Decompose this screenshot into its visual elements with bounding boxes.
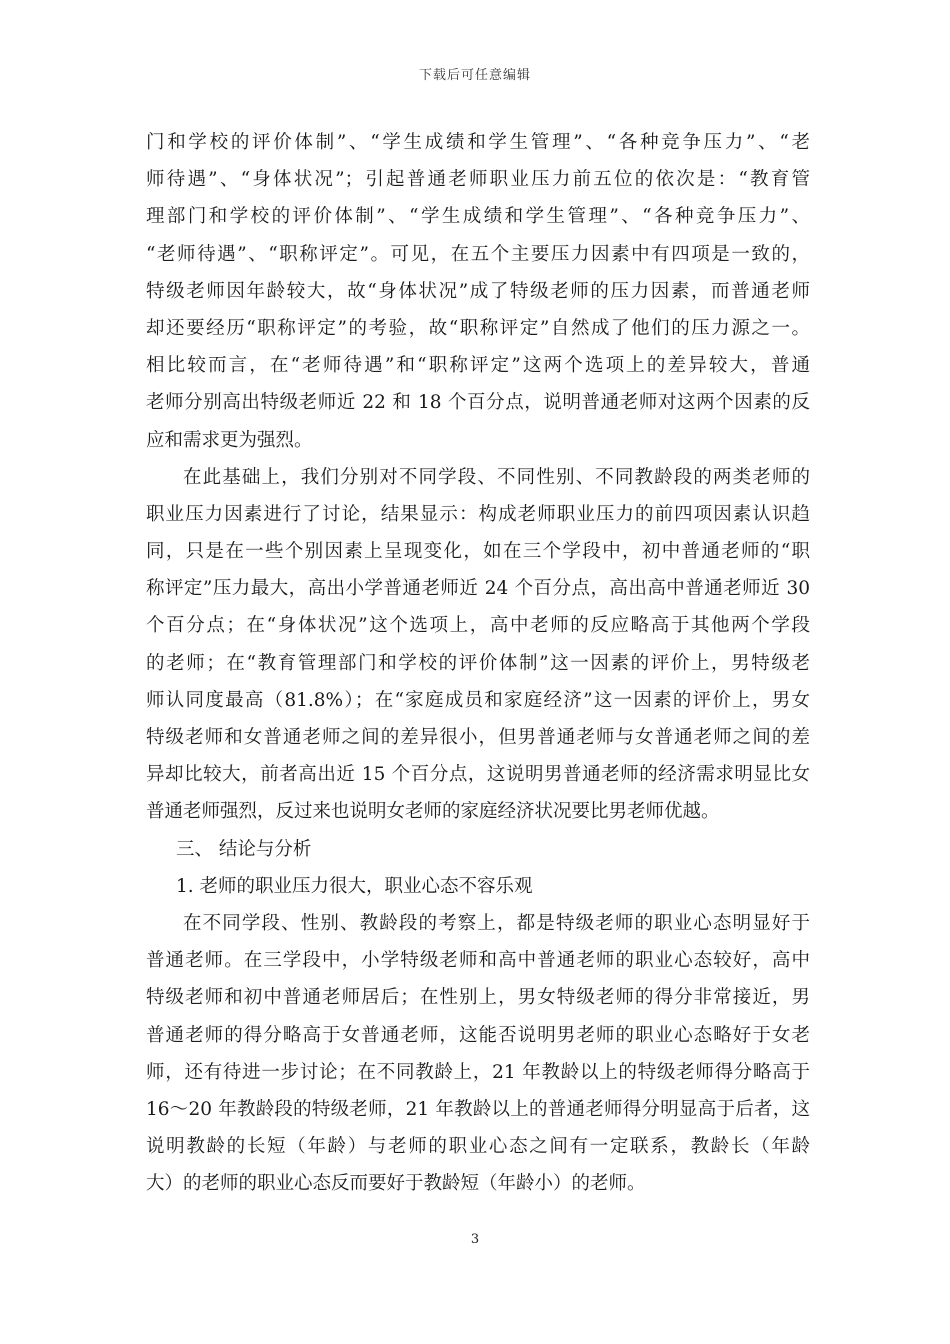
text-line: 却还要经历“职称评定”的考验，故“职称评定”自然成了他们的压力源之一。: [146, 317, 810, 339]
text-line: 异却比较大，前者高出近 15 个百分点，这说明男普通老师的经济需求明显比女: [146, 764, 810, 786]
text-line: 特级老师和女普通老师之间的差异很小，但男普通老师与女普通老师之间的差: [146, 727, 810, 748]
subsection-heading: 1. 老师的职业压力很大，职业心态不容乐观: [176, 875, 533, 897]
text-line: 同，只是在一些个别因素上呈现变化，如在三个学段中，初中普通老师的“职: [146, 541, 810, 563]
text-line: 师待遇”、“身体状况”；引起普通老师职业压力前五位的依次是：“教育管: [146, 169, 810, 191]
text-line: 理部门和学校的评价体制”、“学生成绩和学生管理”、“各种竞争压力”、: [146, 206, 810, 228]
text-line: 普通老师的得分略高于女普通老师，这能否说明男老师的职业心态略好于女老: [146, 1024, 810, 1046]
text-line: 门和学校的评价体制”、“学生成绩和学生管理”、“各种竞争压力”、“老: [146, 132, 810, 153]
text-line: 应和需求更为强烈。: [146, 429, 313, 451]
text-line: 大）的老师的职业心态反而要好于教龄短（年龄小）的老师。: [146, 1173, 646, 1195]
text-line: 特级老师和初中普通老师居后；在性别上，男女特级老师的得分非常接近，男: [146, 987, 810, 1009]
page-number: 3: [470, 1232, 480, 1247]
document-body: [146, 124, 810, 1202]
text-line: 说明教龄的长短（年龄）与老师的职业心态之间有一定联系，教龄长（年龄: [146, 1136, 810, 1158]
text-line: 师认同度最高（81.8%）；在“家庭成员和家庭经济”这一因素的评价上，男女: [146, 689, 810, 711]
text-line: 称评定”压力最大，高出小学普通老师近 24 个百分点，高出高中普通老师近 30: [146, 578, 810, 600]
section-heading: 三、 结论与分析: [176, 838, 312, 860]
paragraph-first-line: 在不同学段、性别、教龄段的考察上，都是特级老师的职业心态明显好于: [183, 912, 810, 934]
text-line: 特级老师因年龄较大，故“身体状况”成了特级老师的压力因素，而普通老师: [146, 280, 810, 302]
text-line: 老师分别高出特级老师近 22 和 18 个百分点，说明普通老师对这两个因素的反: [146, 392, 810, 414]
text-line: 个百分点；在“身体状况”这个选项上，高中老师的反应略高于其他两个学段: [146, 615, 810, 637]
page-header: 下载后可任意编辑: [418, 68, 531, 83]
paragraph-first-line: 在此基础上，我们分别对不同学段、不同性别、不同教龄段的两类老师的: [183, 466, 810, 488]
text-line: “老师待遇”、“职称评定”。可见，在五个主要压力因素中有四项是一致的，: [146, 243, 810, 265]
text-line: 师，还有待进一步讨论；在不同教龄上，21 年教龄以上的特级老师得分略高于: [146, 1061, 810, 1083]
text-line: 相比较而言，在“老师待遇”和“职称评定”这两个选项上的差异较大，普通: [146, 355, 810, 377]
text-line: 16～20 年教龄段的特级老师，21 年教龄以上的普通老师得分明显高于后者，这: [146, 1098, 810, 1120]
text-line: 的老师；在“教育管理部门和学校的评价体制”这一因素的评价上，男特级老: [146, 652, 810, 674]
text-line: 普通老师。在三学段中，小学特级老师和高中普通老师的职业心态较好，高中: [146, 950, 810, 972]
text-line: 普通老师强烈，反过来也说明女老师的家庭经济状况要比男老师优越。: [146, 801, 720, 823]
text-line: 职业压力因素进行了讨论，结果显示：构成老师职业压力的前四项因素认识趋: [146, 503, 810, 525]
